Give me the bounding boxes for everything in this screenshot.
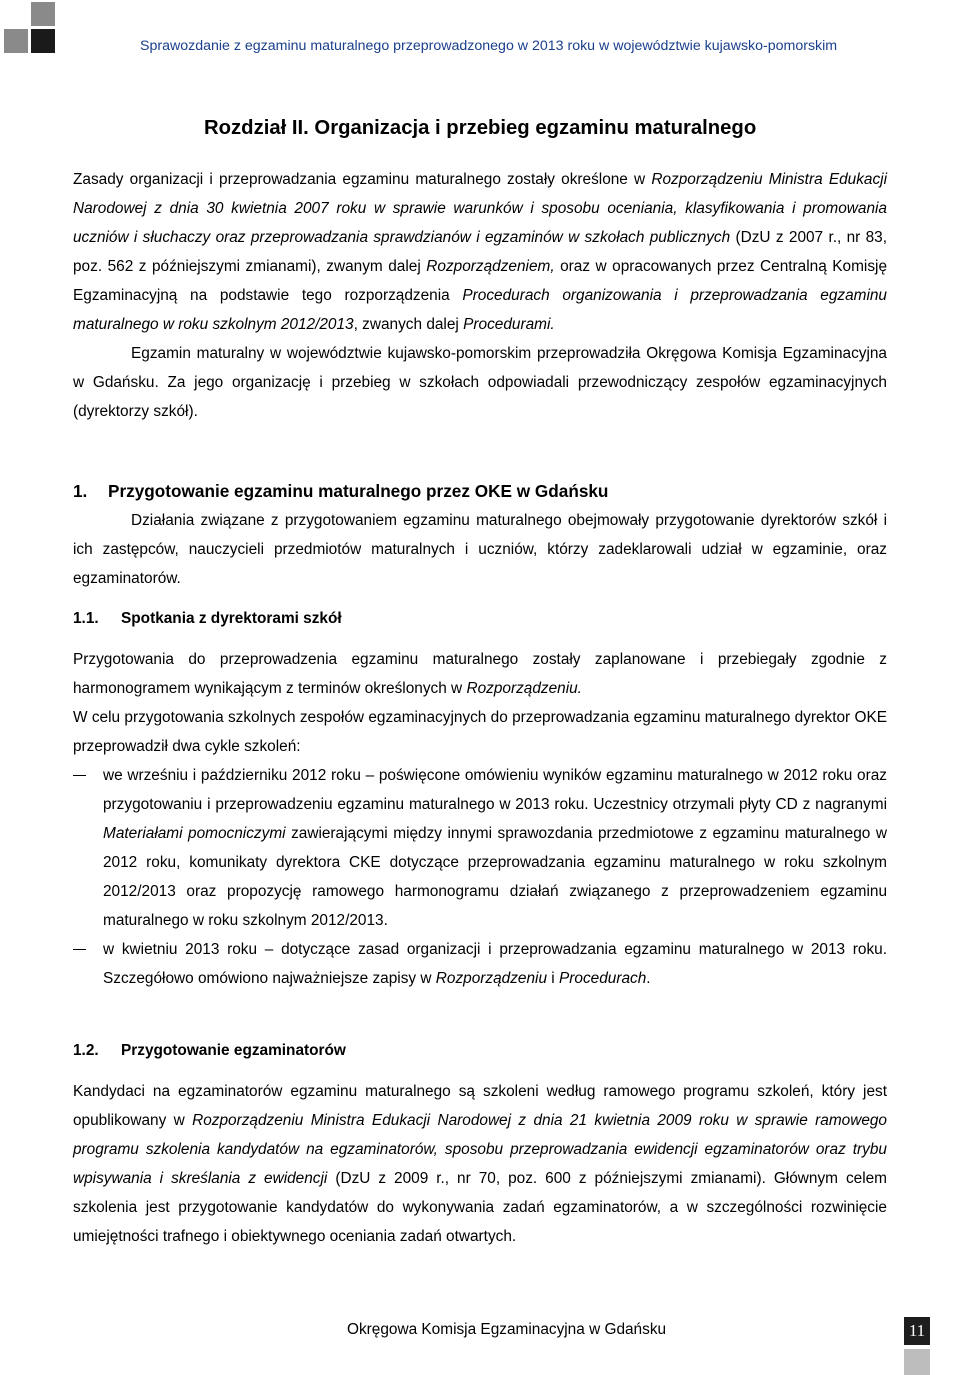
section-title: Przygotowanie egzaminu maturalnego przez OKE w Gdańsku <box>108 481 609 501</box>
text-run: we wrześniu i październiku 2012 roku – poświęcone omówieniu wyników egzaminu maturalnego w 2012 roku oraz przygotowaniu i przeprowadzeniu egzaminu maturalnego w 2013 roku. Uczestnicy otrzymali płyty CD z nagranymi <box>103 767 887 813</box>
section-1-paragraph: Działania związane z przygotowaniem egzaminu maturalnego obejmowały przygotowanie dyrektorów szkół i ich zastępców, nauczycieli przedmiotów maturalnych i uczniów, którzy zadeklarowali udział w egzaminie, oraz egzaminatorów. <box>73 512 887 587</box>
section-1-2-body <box>73 1077 887 1251</box>
text-run: w kwietniu 2013 roku – dotyczące zasad organizacji i przeprowadzania egzaminu maturalnego w 2013 roku. Szczegółowo omówiono najważniejsze zapisy w <box>103 941 887 987</box>
text-run: , zwanych dalej <box>353 316 464 333</box>
text-run: (DzU z 2007 r., nr 83, poz. 562 z późniejszymi zmianami), zwanym dalej <box>73 229 887 275</box>
chapter-title: Rozdział II. Organizacja i przebieg egzaminu maturalnego <box>204 117 757 139</box>
section-1-body <box>73 506 887 593</box>
section-1-1-body <box>73 645 887 993</box>
text-run-italic: Rozporządzeniu <box>435 970 548 987</box>
intro-section <box>73 165 887 426</box>
page-header: Sprawozdanie z egzaminu maturalnego przeprowadzonego w 2013 roku w województwie kujawsko-pomorskim <box>140 38 838 54</box>
procedures-title: Procedurach organizowania i przeprowadzania egzaminu maturalnego w roku szkolnym 2012/2013 <box>73 287 887 333</box>
text-run: (DzU z 2009 r., nr 70, poz. 600 z późniejszymi zmianami). Głównym celem szkolenia jest przygotowanie kandydatów do wykonywania zadań egzaminatorów, a w szczególności rozwinięcie umiejętności trafnego i obiektywnego oceniania zadań otwartych. <box>73 1170 887 1245</box>
section-1-heading <box>73 481 608 502</box>
dash-bullet-icon <box>73 775 86 776</box>
section-title: Spotkania z dyrektorami szkół <box>121 610 342 627</box>
footer-square-decoration <box>904 1349 930 1375</box>
intro-paragraph-1 <box>73 165 887 339</box>
text-run: zawierającymi między innymi sprawozdania przedmiotowe z egzaminu maturalnego w 2012 roku, komunikaty dyrektora CKE dotyczące przeprowadzania egzaminu maturalnego w roku szkolnym 2012/2013 oraz propozycję ramowego harmonogramu działań związanego z przeprowadzeniem egzaminu maturalnego w roku szkolnym 2012/2013. <box>103 825 887 929</box>
text-run-italic: Procedurach <box>559 970 647 987</box>
section-1-2-paragraph <box>73 1077 887 1251</box>
text-run-italic: Rozporządzeniem, <box>426 258 555 275</box>
regulation-title: Rozporządzeniu Ministra Edukacji Narodowej z dnia 30 kwietnia 2007 roku w sprawie warunków i sposobu oceniania, klasyfikowania i promowania uczniów i słuchaczy oraz przeprowadzania sprawdzianów i egzaminów w szkołach publicznych <box>73 171 887 246</box>
list-item <box>73 761 887 935</box>
text-run: oraz w opracowanych przez Centralną Komisję Egzaminacyjną na podstawie tego rozporządzenia <box>73 258 888 304</box>
list-item <box>73 935 887 993</box>
section-number: 1.1. <box>73 610 99 627</box>
logo-squares <box>4 2 56 54</box>
text-run: Kandydaci na egzaminatorów egzaminu maturalnego są szkoleni według ramowego programu szkoleń, który jest opublikowany w <box>73 1083 887 1129</box>
page-number: 11 <box>904 1317 930 1345</box>
section-1-2-heading <box>73 1042 346 1060</box>
text-run: i <box>547 970 559 987</box>
text-run-italic: Rozporządzeniu. <box>466 680 582 697</box>
footer-institution: Okręgowa Komisja Egzaminacyjna w Gdańsku <box>347 1321 667 1338</box>
section-number: 1.2. <box>73 1042 99 1059</box>
text-run: Zasady organizacji i przeprowadzania egzaminu maturalnego zostały określone w <box>73 171 652 188</box>
intro-paragraph-2: Egzamin maturalny w województwie kujawsko-pomorskim przeprowadziła Okręgowa Komisja Egzaminacyjna w Gdańsku. Za jego organizację i przebieg w szkołach odpowiadali przewodniczący zespołów egzaminacyjnych (dyrektorzy szkół). <box>73 345 887 420</box>
text-run: . <box>646 970 651 987</box>
section-title: Przygotowanie egzaminatorów <box>121 1042 346 1059</box>
section-1-1-paragraph-2: W celu przygotowania szkolnych zespołów egzaminacyjnych do przeprowadzania egzaminu maturalnego dyrektor OKE przeprowadził dwa cykle szkoleń: <box>73 709 887 755</box>
section-number: 1. <box>73 481 88 501</box>
text-run-italic: Materiałami pomocniczymi <box>103 825 286 842</box>
text-run-italic: Procedurami. <box>463 316 555 333</box>
section-1-1-paragraph-1 <box>73 645 887 703</box>
regulation-title: Rozporządzeniu Ministra Edukacji Narodowej z dnia 21 kwietnia 2009 roku w sprawie ramowego programu szkolenia kandydatów na egzaminatorów, sposobu przeprowadzania ewidencji egzaminatorów oraz trybu wpisywania i skreślania z ewidencji <box>73 1112 887 1187</box>
dash-bullet-icon <box>73 949 86 950</box>
text-run: Przygotowania do przeprowadzenia egzaminu maturalnego zostały zaplanowane i przebiegały zgodnie z harmonogramem wynikającym z terminów określonych w <box>73 651 887 697</box>
section-1-1-heading <box>73 610 342 628</box>
